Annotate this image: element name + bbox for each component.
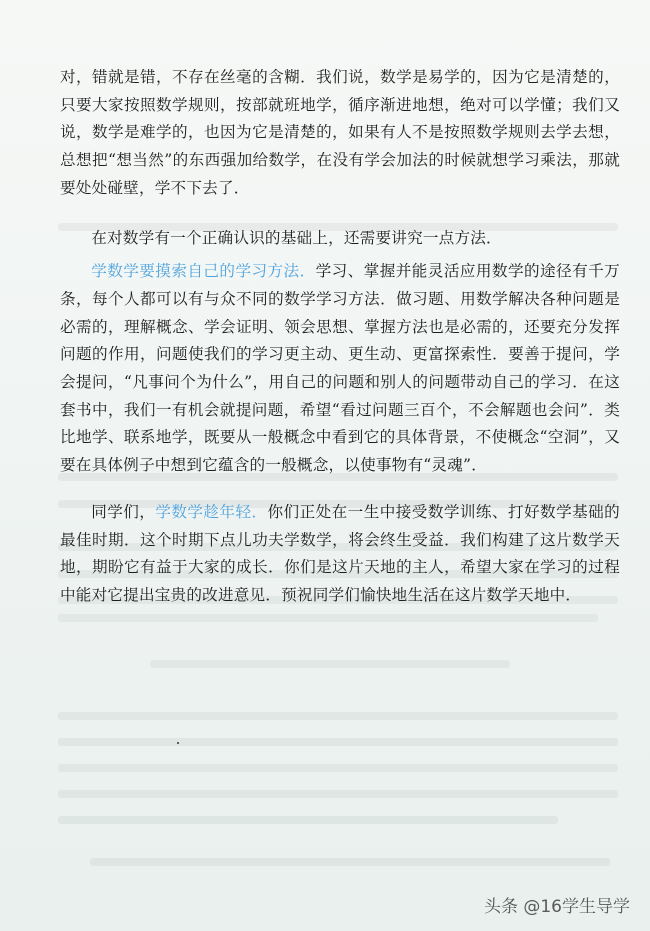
- bleed-through-line: [58, 790, 618, 798]
- bleed-through-line: [58, 764, 618, 772]
- paragraph-3: [60, 258, 620, 480]
- highlight-learning-method: 学数学要摸索自己的学习方法．: [91, 262, 316, 281]
- watermark-text: 头条 @16学生导学: [483, 897, 630, 917]
- bleed-through-line: [58, 712, 618, 720]
- paragraph-4-lead: 同学们，: [91, 502, 156, 521]
- print-speck: [177, 742, 179, 744]
- bleed-through-line: [58, 738, 618, 746]
- bleed-through-line: [90, 858, 610, 866]
- body-text: [60, 64, 620, 610]
- highlight-learn-young: 学数学趁年轻．: [155, 502, 268, 521]
- paragraph-2: 在对数学有一个正确认识的基础上，还需要讲究一点方法．: [91, 228, 502, 247]
- watermark: [484, 892, 630, 917]
- paragraph-3-body: 学习、掌握并能灵活应用数学的途径有千万条，每个人都可以有与众不同的数学学习方法．做习题、用数学解决各种问题是必需的，理解概念、学会证明、领会思想、掌握方法也是必需的，还要充分发挥问题的作用，问题使我们的学习更主动、更生动、更富探索性．要善于提问，学会提问，“凡事问个为什么”，用自己的问题和别人的问题带动自己的学习．在这套书中，我们一有机会就提问题，希望“看过问题三百个，不会解题也会问”．类比地学、联系地学，既要从一般概念中看到它的具体背景，不使概念“空洞”，又要在具体例子中想到它蕴含的一般概念，以使事物有“灵魂”．: [60, 262, 620, 475]
- paragraph-1: 对，错就是错，不存在丝毫的含糊．我们说，数学是易学的，因为它是清楚的，只要大家按照数学规则，按部就班地学，循序渐进地想，绝对可以学懂；我们又说，数学是难学的，也因为它是清楚的，如果有人不是按照数学规则去学去想，总想把“想当然”的东西强加给数学，在没有学会加法的时候就想学习乘法，那就要处处碰壁，学不下去了．: [60, 68, 620, 197]
- paragraph-4-body: 你们正处在一生中接受数学训练、打好数学基础的最佳时期．这个时期下点儿功夫学数学，将会终生受益．我们构建了这片数学天地，期盼它有益于大家的成长．你们是这片天地的主人，希望大家在学习的过程中能对它提出宝贵的改进意见．预祝同学们愉快地生活在这片数学天地中．: [60, 502, 620, 604]
- bleed-through-line: [150, 660, 510, 668]
- paragraph-4: [60, 499, 620, 610]
- bleed-through-line: [58, 816, 558, 824]
- bleed-through-line: [58, 614, 598, 622]
